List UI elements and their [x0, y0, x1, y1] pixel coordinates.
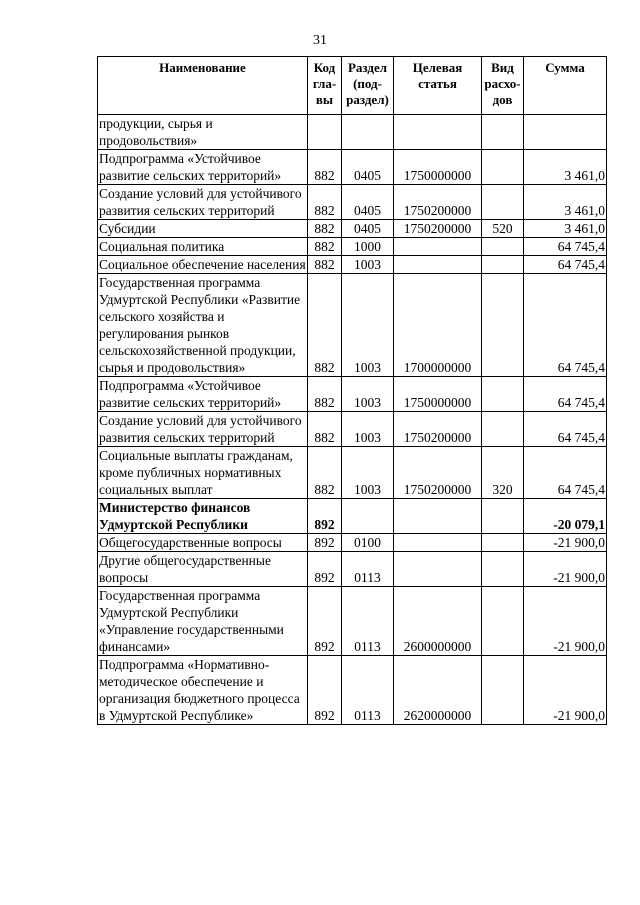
cell-target — [394, 256, 482, 274]
cell-code: 892 — [308, 656, 342, 725]
cell-section: 0405 — [342, 185, 394, 220]
table-row — [98, 412, 607, 447]
cell-code: 882 — [308, 150, 342, 185]
cell-target: 2600000000 — [394, 587, 482, 656]
cell-name: Другие общегосударственные вопросы — [98, 552, 308, 587]
budget-table — [97, 56, 607, 725]
cell-sum: 3 461,0 — [524, 220, 607, 238]
cell-code: 882 — [308, 377, 342, 412]
cell-sum: 64 745,4 — [524, 412, 607, 447]
cell-code: 882 — [308, 185, 342, 220]
cell-section: 1003 — [342, 274, 394, 377]
cell-code: 882 — [308, 274, 342, 377]
table-row — [98, 256, 607, 274]
cell-sum — [524, 115, 607, 150]
cell-target — [394, 238, 482, 256]
cell-target: 1750200000 — [394, 185, 482, 220]
header-sum: Сумма — [524, 57, 607, 115]
cell-sum: -21 900,0 — [524, 587, 607, 656]
cell-section — [342, 115, 394, 150]
cell-section: 0100 — [342, 534, 394, 552]
cell-name: Министерство финансов Удмуртской Республики — [98, 499, 308, 534]
cell-name: Социальное обеспечение населения — [99, 257, 306, 272]
cell-type — [482, 552, 524, 587]
cell-target: 1750200000 — [394, 447, 482, 499]
cell-target — [394, 552, 482, 587]
cell-sum: -20 079,1 — [524, 499, 607, 534]
cell-section: 1003 — [342, 447, 394, 499]
header-target: Целевая статья — [394, 57, 482, 115]
cell-target — [394, 115, 482, 150]
cell-type — [482, 656, 524, 725]
table-row — [98, 552, 607, 587]
cell-code: 892 — [308, 499, 342, 534]
table-row — [98, 238, 607, 256]
cell-type: 520 — [482, 220, 524, 238]
page-number: 31 — [313, 33, 327, 48]
cell-target: 1750200000 — [394, 412, 482, 447]
cell-code: 892 — [308, 587, 342, 656]
cell-target — [394, 499, 482, 534]
cell-name: Создание условий для устойчивого развития сельских территорий — [98, 185, 308, 220]
table-row — [98, 534, 607, 552]
cell-target — [394, 534, 482, 552]
cell-sum: 64 745,4 — [524, 447, 607, 499]
cell-section: 1003 — [342, 377, 394, 412]
cell-type — [482, 256, 524, 274]
cell-sum: 64 745,4 — [524, 238, 607, 256]
cell-code: 882 — [308, 412, 342, 447]
table-row — [98, 115, 607, 150]
cell-name: Социальная политика — [98, 238, 308, 256]
cell-type — [482, 587, 524, 656]
cell-name: Субсидии — [98, 220, 308, 238]
cell-type — [482, 377, 524, 412]
cell-sum: 64 745,4 — [524, 274, 607, 377]
cell-name: Государственная программа Удмуртской Республики «Управление государственными финансами» — [98, 587, 308, 656]
cell-name: Государственная программа Удмуртской Республики «Развитие сельского хозяйства и регулирования рынков сельскохозяйственной продукции, сырья и продовольствия» — [98, 274, 308, 377]
cell-sum: -21 900,0 — [524, 552, 607, 587]
cell-target: 1750200000 — [394, 220, 482, 238]
cell-code: 882 — [308, 238, 342, 256]
cell-sum: 3 461,0 — [524, 185, 607, 220]
header-section: Раздел (под- раздел) — [342, 57, 394, 115]
header-code: Код гла- вы — [308, 57, 342, 115]
cell-sum: -21 900,0 — [524, 534, 607, 552]
cell-section: 0113 — [342, 552, 394, 587]
cell-name: Общегосударственные вопросы — [98, 534, 308, 552]
cell-target: 2620000000 — [394, 656, 482, 725]
cell-section: 1003 — [342, 256, 394, 274]
cell-section — [342, 499, 394, 534]
cell-sum: 64 745,4 — [524, 256, 607, 274]
cell-name: Подпрограмма «Устойчивое развитие сельских территорий» — [98, 377, 308, 412]
cell-name: продукции, сырья и продовольствия» — [98, 115, 308, 150]
cell-type — [482, 115, 524, 150]
table-row — [98, 185, 607, 220]
cell-type — [482, 238, 524, 256]
cell-name: Социальные выплаты гражданам, кроме публичных нормативных социальных выплат — [98, 447, 308, 499]
cell-type — [482, 499, 524, 534]
cell-section: 0113 — [342, 587, 394, 656]
header-type: Вид расхо- дов — [482, 57, 524, 115]
cell-type — [482, 274, 524, 377]
cell-sum: -21 900,0 — [524, 656, 607, 725]
cell-type: 320 — [482, 447, 524, 499]
table-row — [98, 587, 607, 656]
table-row — [98, 447, 607, 499]
table-row — [98, 220, 607, 238]
header-name: Наименование — [98, 57, 308, 115]
cell-code: 892 — [308, 552, 342, 587]
cell-type — [482, 150, 524, 185]
cell-target: 1750000000 — [394, 377, 482, 412]
cell-name: Подпрограмма «Устойчивое развитие сельских территорий» — [98, 150, 308, 185]
cell-code: 892 — [308, 534, 342, 552]
table-row — [98, 274, 607, 377]
cell-section: 0113 — [342, 656, 394, 725]
cell-target: 1750000000 — [394, 150, 482, 185]
cell-name: Подпрограмма «Нормативно-методическое обеспечение и организация бюджетного процесса в Удмуртской Республике» — [98, 656, 308, 725]
cell-target: 1700000000 — [394, 274, 482, 377]
cell-code — [308, 115, 342, 150]
cell-sum: 64 745,4 — [524, 377, 607, 412]
cell-section: 0405 — [342, 220, 394, 238]
cell-type — [482, 185, 524, 220]
cell-code: 882 — [308, 220, 342, 238]
cell-section: 1000 — [342, 238, 394, 256]
cell-name: Создание условий для устойчивого развития сельских территорий — [98, 412, 308, 447]
cell-section: 0405 — [342, 150, 394, 185]
table-row — [98, 150, 607, 185]
table-row — [98, 499, 607, 534]
cell-code: 882 — [308, 256, 342, 274]
cell-type — [482, 534, 524, 552]
table-row — [98, 377, 607, 412]
cell-type — [482, 412, 524, 447]
table-header-row — [98, 57, 607, 115]
cell-sum: 3 461,0 — [524, 150, 607, 185]
cell-code: 882 — [308, 447, 342, 499]
cell-section: 1003 — [342, 412, 394, 447]
table-row — [98, 656, 607, 725]
